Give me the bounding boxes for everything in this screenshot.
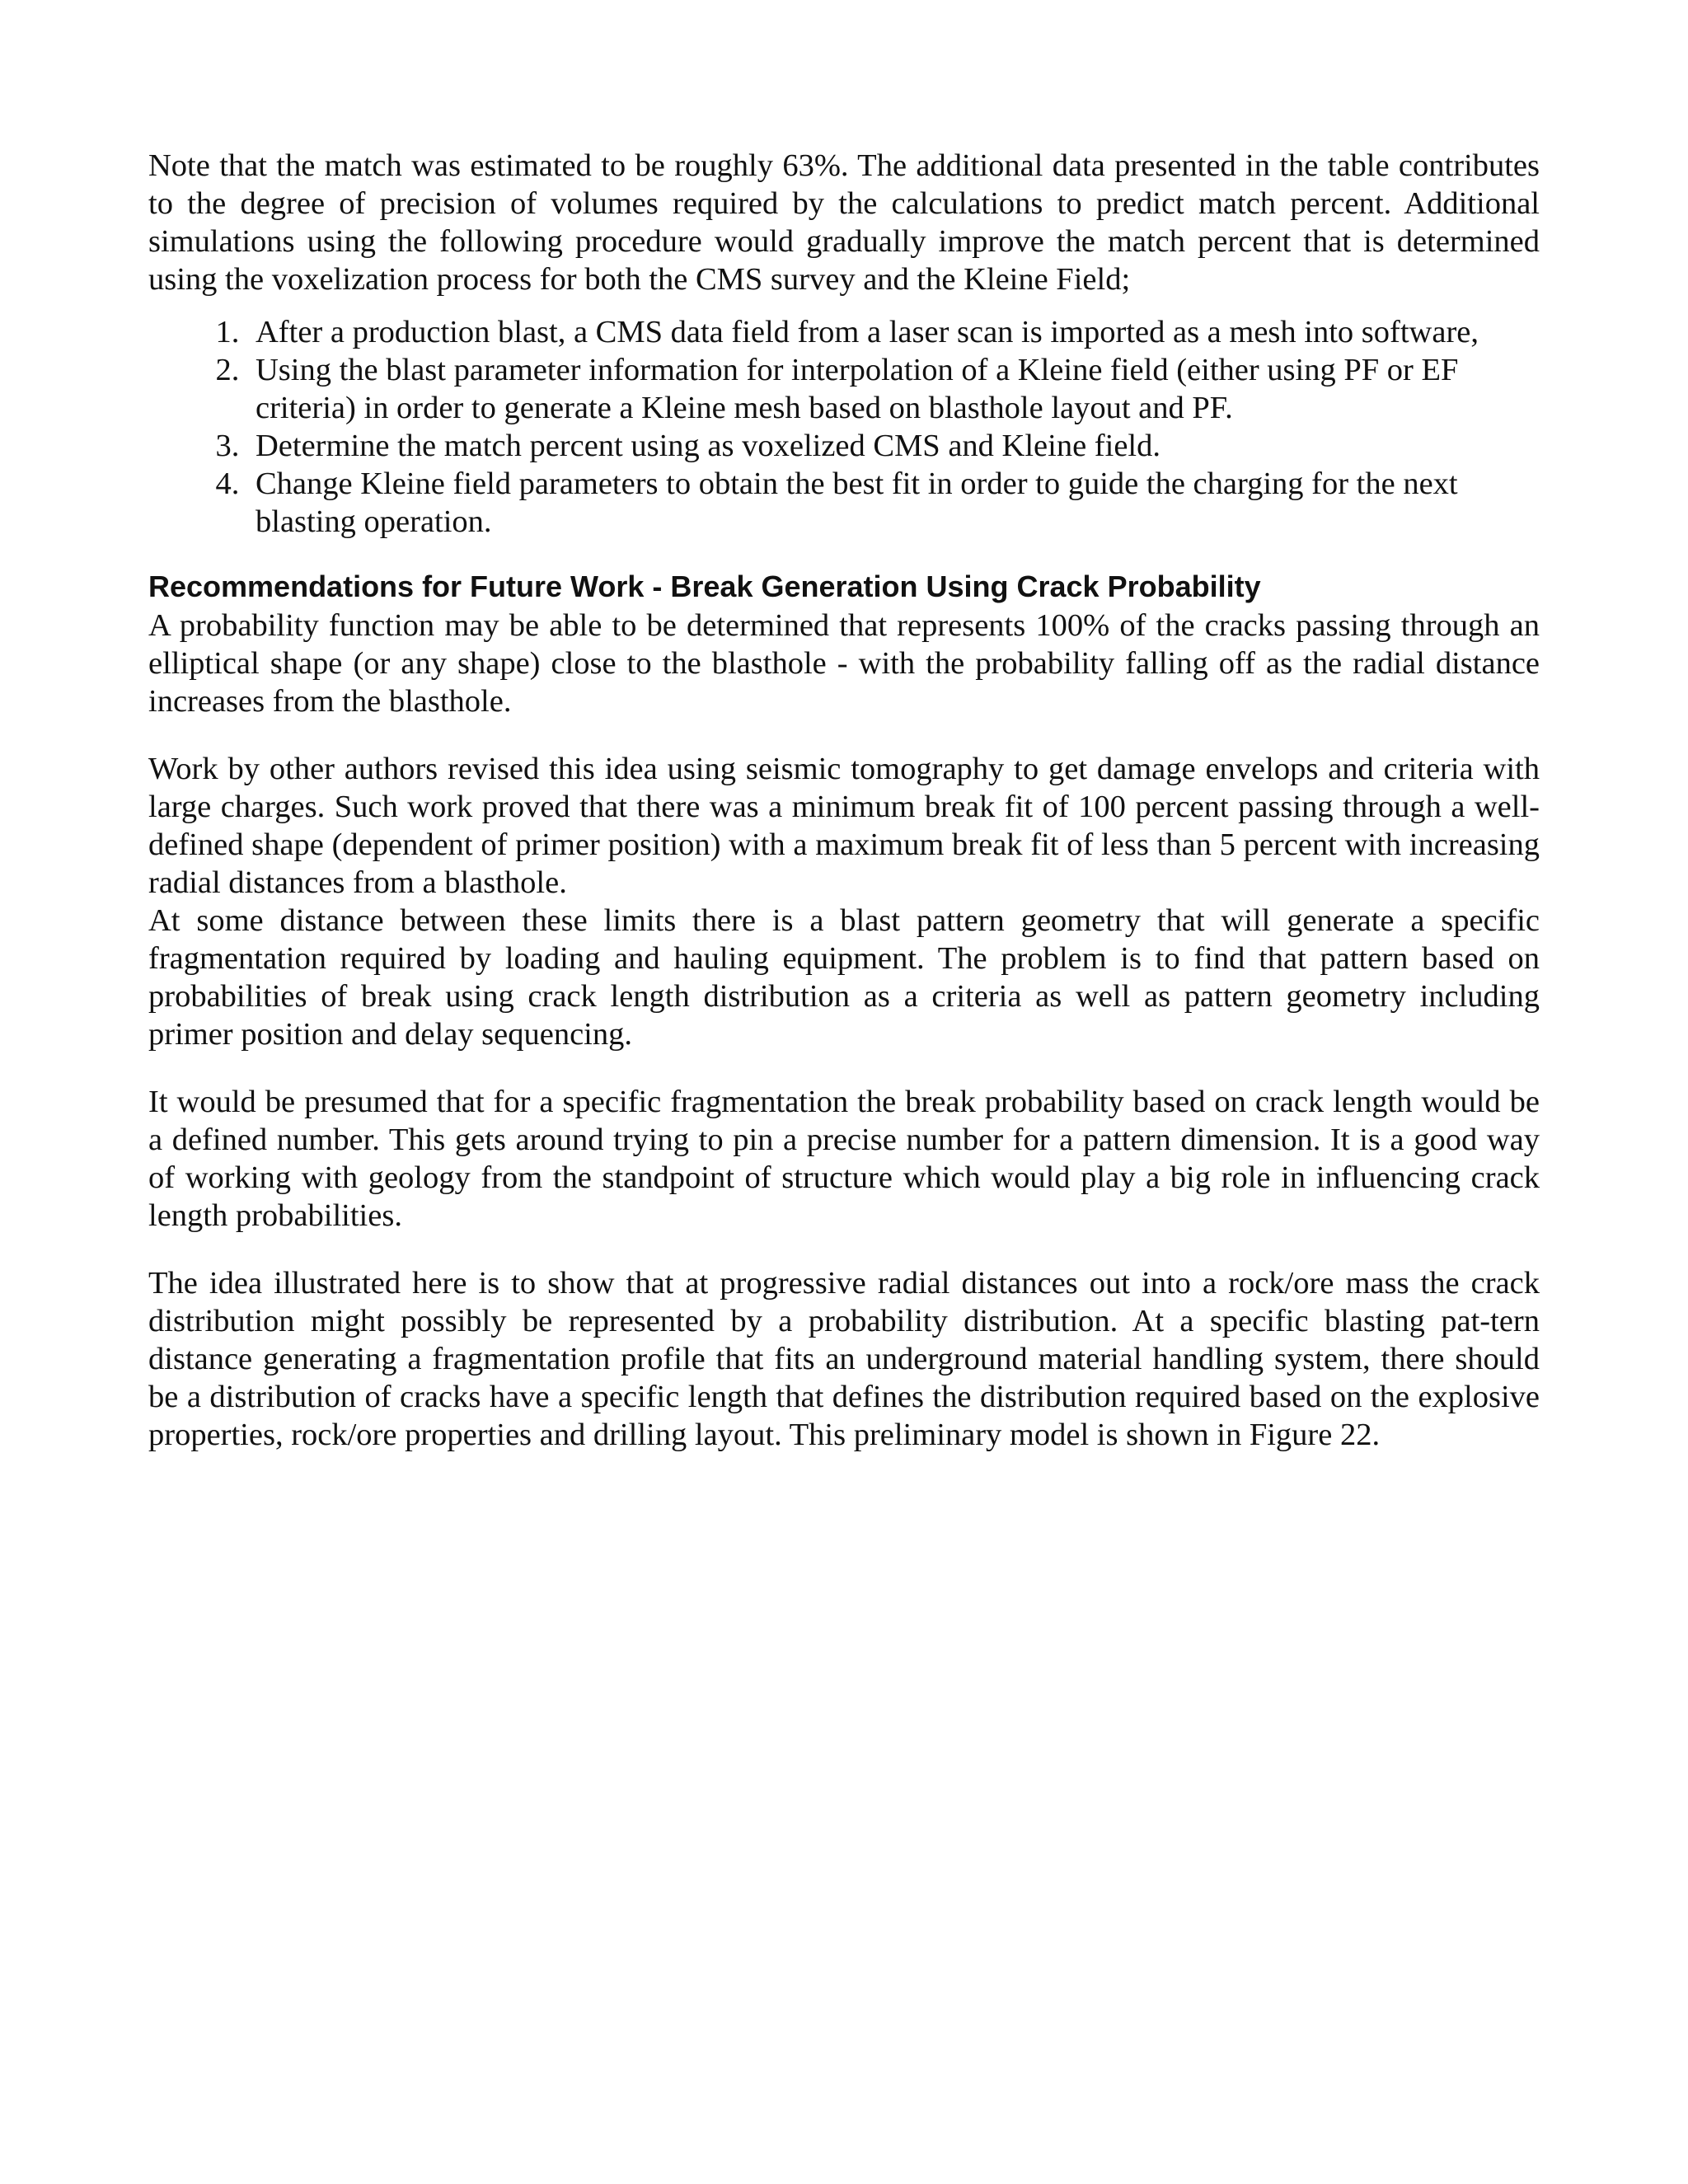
body-paragraph: A probability function may be able to be determined that represents 100% of the cracks passing through an elliptical shape (or any shape) close to the blasthole - with the probability falling off as the radial distance increases from the blasthole.: [148, 608, 1540, 719]
body-paragraph: Work by other authors revised this idea using seismic tomography to get damage envelops and criteria with large charges. Such work proved that there was a minimum break fit of 100 percent passing through a well-defined shape (dependent of primer position) with a maximum break fit of less than 5 percent with increasing radial distances from a blasthole.: [148, 752, 1540, 900]
body-paragraph: It would be presumed that for a specific fragmentation the break probability based on crack length would be a defined number. This gets around trying to pin a precise number for a pattern dimension. It is a good way of working with geology from the standpoint of structure which would play a big role in influencing crack length probabilities.: [148, 1085, 1540, 1233]
section-heading: Recommendations for Future Work - Break Generation Using Crack Probability: [148, 569, 1261, 603]
body-paragraph: At some distance between these limits there is a blast pattern geometry that will generate a specific fragmentation required by loading and hauling equipment. The problem is to find that pattern based on probabilities of break using crack length distribution as a criteria as well as pattern geometry including primer position and delay sequencing.: [148, 903, 1540, 1052]
body-paragraph: The idea illustrated here is to show that at progressive radial distances out into a rock/ore mass the crack distribution might possibly be represented by a probability distribution. At a specific blasting pat-tern distance generating a fragmentation profile that fits an underground material handling system, there should be a distribution of cracks have a specific length that defines the distribution required based on the explosive properties, rock/ore properties and drilling layout. This preliminary model is shown in Figure 22.: [148, 1266, 1540, 1452]
list-item: 2. Using the blast parameter information for interpolation of a Kleine field (either using PF or EF criteria) in order to generate a Kleine mesh based on blasthole layout and PF.: [247, 351, 1540, 427]
list-item: 1. After a production blast, a CMS data field from a laser scan is imported as a mesh into software,: [247, 313, 1540, 351]
list-item: 4. Change Kleine field parameters to obtain the best fit in order to guide the charging for the next blasting operation.: [247, 465, 1540, 541]
procedure-list: [148, 313, 1540, 541]
intro-paragraph: Note that the match was estimated to be roughly 63%. The additional data presented in the table contributes to the degree of precision of volumes required by the calculations to predict match percent. Additional simulations using the following procedure would gradually improve the match percent that is determined using the voxelization process for both the CMS survey and the Kleine Field;: [148, 148, 1540, 297]
document-page: [148, 147, 1540, 1454]
list-item: 3. Determine the match percent using as voxelized CMS and Kleine field.: [247, 427, 1540, 465]
